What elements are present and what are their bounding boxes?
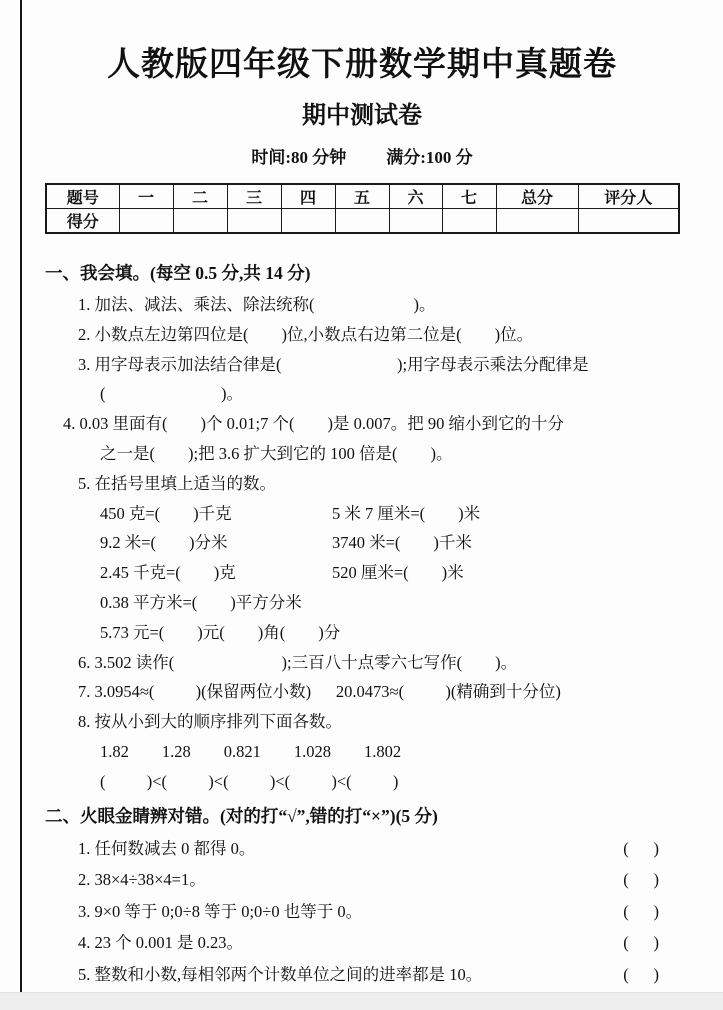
section-two-heading: 二、火眼金睛辨对错。(对的打“√”,错的打“×”)(5 分) — [45, 806, 438, 826]
unit-conversion-row — [0, 618, 723, 648]
score-blank-cell — [119, 209, 173, 234]
score-table-header-cell: 总分 — [496, 184, 578, 209]
score-table-header-cell: 四 — [281, 184, 335, 209]
answer-blank: ( ) — [623, 964, 659, 984]
score-table-header-cell: 题号 — [46, 184, 119, 209]
fill-item-8-heading: 8. 按从小到大的顺序排列下面各数。 — [78, 712, 342, 732]
section-one-heading: 一、我会填。(每空 0.5 分,共 14 分) — [45, 263, 311, 283]
fill-item-8-ordering: ( )<( )<( )<( )<( ) — [100, 771, 399, 791]
true-false-item — [0, 864, 723, 895]
section-two — [0, 799, 723, 990]
conversion-right: 520 厘米=( )米 — [332, 563, 464, 583]
fill-item-8-numbers: 1.82 1.28 0.821 1.028 1.802 — [100, 741, 402, 761]
fill-item-3-line2: ( )。 — [100, 384, 243, 404]
answer-blank: ( ) — [623, 839, 659, 858]
conversion-left: 9.2 米=( )分米 — [100, 533, 228, 553]
time-info: 时间:80 分钟 — [251, 148, 347, 167]
score-table — [45, 183, 680, 234]
unit-conversion-row — [0, 588, 723, 618]
score-table-score-row — [46, 209, 679, 234]
unit-conversion-row — [0, 499, 723, 529]
answer-blank: ( ) — [623, 901, 659, 921]
score-table-header-cell: 评分人 — [578, 184, 679, 209]
true-false-text: 5. 整数和小数,每相邻两个计数单位之间的进率都是 10。 — [78, 964, 483, 984]
section-one — [0, 256, 723, 797]
score-blank-cell — [335, 209, 389, 234]
score-blank-cell — [496, 209, 578, 234]
true-false-text: 4. 23 个 0.001 是 0.23。 — [78, 933, 243, 953]
exam-info-line — [22, 143, 702, 168]
score-blank-cell — [281, 209, 335, 234]
page-title: 人教版四年级下册数学期中真题卷 — [107, 47, 617, 83]
fill-item-6: 6. 3.502 读作( );三百八十点零六七写作( )。 — [78, 652, 518, 672]
fill-item-2: 2. 小数点左边第四位是( )位,小数点右边第二位是( )位。 — [78, 324, 534, 344]
scan-edge-strip — [0, 992, 723, 1010]
conversion-left: 0.38 平方米=( )平方分米 — [100, 592, 302, 612]
score-table-header-cell: 三 — [227, 184, 281, 209]
score-blank-cell — [173, 209, 227, 234]
conversion-left: 450 克=( )千克 — [100, 503, 232, 523]
fill-item-7: 7. 3.0954≈( )(保留两位小数) 20.0473≈( )(精确到十分位) — [78, 682, 561, 702]
score-blank-cell — [389, 209, 442, 234]
true-false-item — [0, 833, 723, 864]
true-false-text: 1. 任何数减去 0 都得 0。 — [78, 839, 256, 858]
fill-item-3-line1: 3. 用字母表示加法结合律是( );用字母表示乘法分配律是 — [78, 354, 589, 374]
answer-blank: ( ) — [623, 933, 659, 953]
conversion-right: 5 米 7 厘米=( )米 — [332, 503, 481, 523]
unit-conversion-row — [0, 558, 723, 588]
true-false-item — [0, 959, 723, 990]
score-table-header-cell: 七 — [442, 184, 496, 209]
score-blank-cell — [442, 209, 496, 234]
conversion-left: 2.45 千克=( )克 — [100, 563, 236, 583]
score-table-header-cell: 六 — [389, 184, 442, 209]
score-blank-cell — [227, 209, 281, 234]
conversion-right: 3740 米=( )千米 — [332, 533, 472, 553]
fill-item-4-line2: 之一是( );把 3.6 扩大到它的 100 倍是( )。 — [100, 443, 453, 463]
score-table-header-cell: 五 — [335, 184, 389, 209]
full-score-info: 满分:100 分 — [386, 148, 473, 167]
true-false-text: 3. 9×0 等于 0;0÷8 等于 0;0÷0 也等于 0。 — [78, 901, 363, 921]
true-false-item — [0, 927, 723, 958]
score-table-header-row — [46, 184, 679, 209]
fill-item-5-heading: 5. 在括号里填上适当的数。 — [78, 473, 276, 493]
score-table-header-cell: 二 — [173, 184, 227, 209]
answer-blank: ( ) — [623, 870, 659, 890]
true-false-text: 2. 38×4÷38×4=1。 — [78, 870, 206, 890]
score-table-header-cell: 一 — [119, 184, 173, 209]
score-row-label: 得分 — [46, 209, 119, 234]
true-false-item — [0, 896, 723, 927]
fill-item-1: 1. 加法、减法、乘法、除法统称( )。 — [78, 295, 436, 314]
conversion-left: 5.73 元=( )元( )角( )分 — [100, 622, 341, 642]
score-blank-cell — [578, 209, 679, 234]
page-subtitle: 期中测试卷 — [302, 103, 422, 129]
unit-conversion-row — [0, 528, 723, 558]
fill-item-4-line1: 4. 0.03 里面有( )个 0.01;7 个( )是 0.007。把 90 缩小到它的十分 — [63, 414, 564, 434]
